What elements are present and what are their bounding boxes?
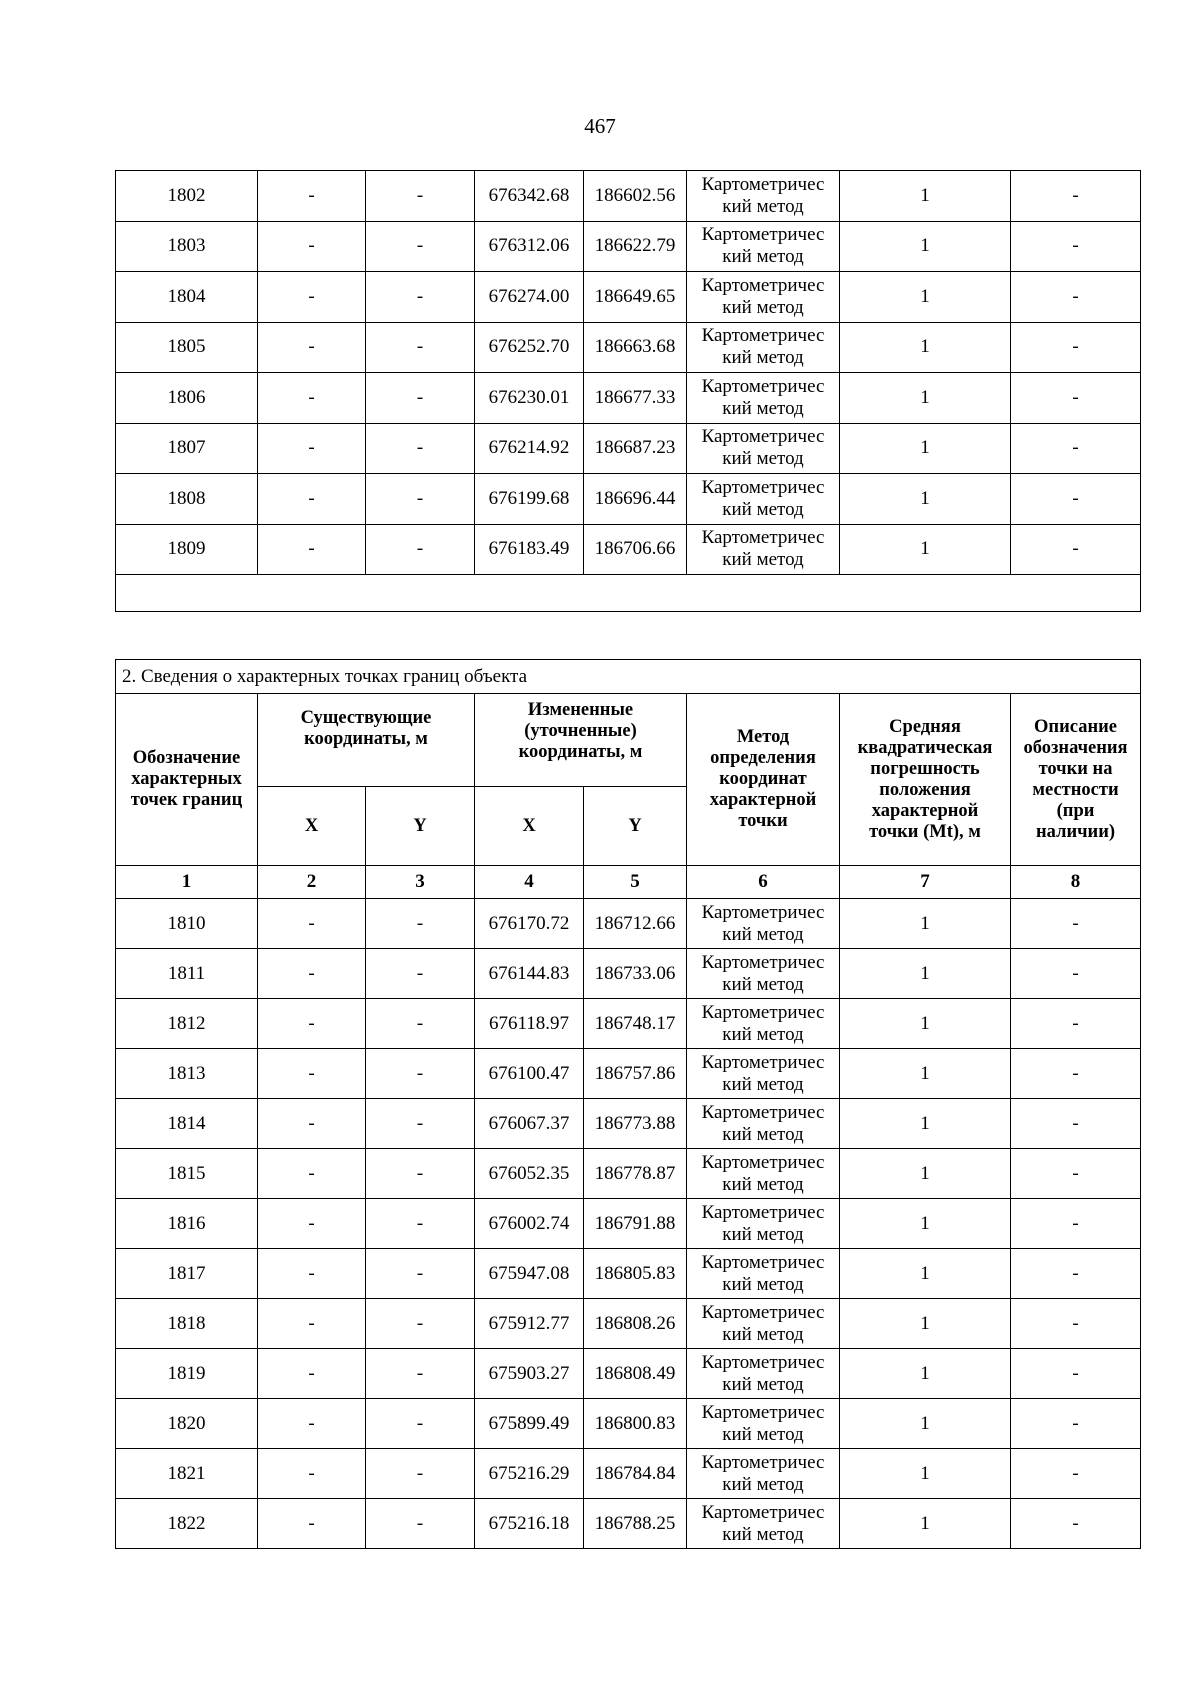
header-existing-x: X — [258, 787, 366, 866]
header-text-line: Измененные — [527, 700, 634, 720]
header-description — [1011, 694, 1141, 866]
method-line: кий метод — [722, 347, 804, 369]
table-row — [116, 949, 1141, 999]
method-line: Картометричес — [701, 1451, 825, 1473]
method-cell — [687, 373, 840, 424]
section-title: 2. Сведения о характерных точках границ объекта — [116, 660, 1141, 694]
table-row — [116, 322, 1141, 373]
existing-x-cell: - — [258, 221, 366, 272]
changed-y-cell: 186757.86 — [584, 1049, 687, 1099]
method-line: Картометричес — [701, 1351, 825, 1373]
table-row — [116, 1199, 1141, 1249]
header-text-line: точки на — [1038, 758, 1113, 779]
existing-y-cell: - — [366, 1199, 475, 1249]
point-cell: 1814 — [116, 1099, 258, 1149]
changed-x-cell: 675899.49 — [475, 1399, 584, 1449]
column-numbers-row — [116, 866, 1141, 899]
header-text-line: характерных — [131, 769, 242, 789]
method-cell — [687, 221, 840, 272]
table-row — [116, 373, 1141, 424]
error-cell: 1 — [840, 373, 1011, 424]
changed-x-cell: 675903.27 — [475, 1349, 584, 1399]
method-line: Картометричес — [701, 476, 825, 498]
method-cell — [687, 1349, 840, 1399]
method-line: Картометричес — [701, 1301, 825, 1323]
header-text-line: точки — [738, 811, 788, 831]
method-cell — [687, 1399, 840, 1449]
error-cell: 1 — [840, 1149, 1011, 1199]
existing-y-cell: - — [366, 221, 475, 272]
changed-x-cell: 676214.92 — [475, 423, 584, 474]
changed-y-cell: 186808.49 — [584, 1349, 687, 1399]
method-line: Картометричес — [701, 1501, 825, 1523]
error-cell: 1 — [840, 949, 1011, 999]
error-cell: 1 — [840, 1449, 1011, 1499]
description-cell: - — [1011, 1399, 1141, 1449]
existing-y-cell: - — [366, 1499, 475, 1549]
description-cell: - — [1011, 524, 1141, 575]
error-cell: 1 — [840, 221, 1011, 272]
description-cell: - — [1011, 1049, 1141, 1099]
table-row — [116, 474, 1141, 525]
existing-x-cell: - — [258, 322, 366, 373]
existing-y-cell: - — [366, 524, 475, 575]
header-text-line: точки (Mt), м — [869, 821, 981, 842]
method-line: кий метод — [722, 973, 804, 995]
header-text-line: точек границ — [130, 790, 243, 810]
error-cell: 1 — [840, 322, 1011, 373]
error-cell: 1 — [840, 524, 1011, 575]
changed-x-cell: 676230.01 — [475, 373, 584, 424]
column-number: 8 — [1011, 866, 1141, 899]
changed-x-cell: 676067.37 — [475, 1099, 584, 1149]
error-cell: 1 — [840, 423, 1011, 474]
column-number: 6 — [687, 866, 840, 899]
column-number: 5 — [584, 866, 687, 899]
header-text-line: местности — [1032, 779, 1119, 800]
method-cell — [687, 1449, 840, 1499]
method-line: Картометричес — [701, 173, 825, 195]
existing-y-cell: - — [366, 1249, 475, 1299]
section-title-row — [116, 660, 1141, 694]
method-line: кий метод — [722, 1523, 804, 1545]
point-cell: 1822 — [116, 1499, 258, 1549]
description-cell: - — [1011, 322, 1141, 373]
method-line: Картометричес — [701, 527, 825, 549]
method-cell — [687, 1299, 840, 1349]
header-text-line: положения — [879, 779, 971, 800]
method-line: Картометричес — [701, 1051, 825, 1073]
point-cell: 1802 — [116, 171, 258, 222]
changed-x-cell: 676312.06 — [475, 221, 584, 272]
method-line: Картометричес — [701, 901, 825, 923]
changed-x-cell: 676274.00 — [475, 272, 584, 323]
point-cell: 1816 — [116, 1199, 258, 1249]
header-text-line: (уточненные) — [524, 721, 637, 741]
existing-y-cell: - — [366, 1349, 475, 1399]
existing-y-cell: - — [366, 999, 475, 1049]
point-cell: 1812 — [116, 999, 258, 1049]
changed-x-cell: 676342.68 — [475, 171, 584, 222]
column-number: 3 — [366, 866, 475, 899]
coordinates-table-continued — [115, 170, 1141, 612]
changed-y-cell: 186805.83 — [584, 1249, 687, 1299]
existing-y-cell: - — [366, 1399, 475, 1449]
method-line: Картометричес — [701, 1251, 825, 1273]
changed-y-cell: 186778.87 — [584, 1149, 687, 1199]
table-row — [116, 1099, 1141, 1149]
method-cell — [687, 899, 840, 949]
description-cell: - — [1011, 1099, 1141, 1149]
header-text-line: координаты, м — [518, 742, 643, 762]
header-row-1 — [116, 694, 1141, 787]
table-row — [116, 999, 1141, 1049]
description-cell: - — [1011, 999, 1141, 1049]
header-text-line: обозначения — [1023, 737, 1128, 758]
table-row — [116, 1249, 1141, 1299]
existing-x-cell: - — [258, 524, 366, 575]
method-line: кий метод — [722, 448, 804, 470]
point-cell: 1820 — [116, 1399, 258, 1449]
point-cell: 1807 — [116, 423, 258, 474]
method-line: Картометричес — [701, 951, 825, 973]
column-number: 1 — [116, 866, 258, 899]
empty-row — [116, 575, 1141, 612]
existing-x-cell: - — [258, 474, 366, 525]
changed-y-cell: 186706.66 — [584, 524, 687, 575]
header-error — [840, 694, 1011, 866]
existing-y-cell: - — [366, 474, 475, 525]
changed-x-cell: 676002.74 — [475, 1199, 584, 1249]
error-cell: 1 — [840, 1349, 1011, 1399]
description-cell: - — [1011, 1499, 1141, 1549]
existing-x-cell: - — [258, 373, 366, 424]
table-row — [116, 1449, 1141, 1499]
method-line: кий метод — [722, 549, 804, 571]
description-cell: - — [1011, 221, 1141, 272]
empty-cell — [116, 575, 1141, 612]
point-cell: 1819 — [116, 1349, 258, 1399]
method-line: кий метод — [722, 1473, 804, 1495]
header-text-line: погрешность — [870, 758, 980, 779]
description-cell: - — [1011, 1149, 1141, 1199]
point-cell: 1806 — [116, 373, 258, 424]
existing-x-cell: - — [258, 171, 366, 222]
column-number: 2 — [258, 866, 366, 899]
existing-y-cell: - — [366, 171, 475, 222]
method-line: Картометричес — [701, 1101, 825, 1123]
description-cell: - — [1011, 949, 1141, 999]
table-row — [116, 221, 1141, 272]
existing-x-cell: - — [258, 272, 366, 323]
method-line: кий метод — [722, 195, 804, 217]
method-line: Картометричес — [701, 1001, 825, 1023]
changed-x-cell: 675216.18 — [475, 1499, 584, 1549]
table-row — [116, 1349, 1141, 1399]
existing-x-cell: - — [258, 1149, 366, 1199]
method-line: кий метод — [722, 923, 804, 945]
changed-y-cell: 186808.26 — [584, 1299, 687, 1349]
changed-y-cell: 186800.83 — [584, 1399, 687, 1449]
table-row — [116, 1299, 1141, 1349]
method-cell — [687, 272, 840, 323]
table-row — [116, 1399, 1141, 1449]
existing-y-cell: - — [366, 1449, 475, 1499]
header-text-line: Метод — [736, 727, 790, 747]
description-cell: - — [1011, 1349, 1141, 1399]
existing-x-cell: - — [258, 1299, 366, 1349]
error-cell: 1 — [840, 1299, 1011, 1349]
existing-x-cell: - — [258, 899, 366, 949]
header-text-line: квадратическая — [857, 737, 993, 758]
header-changed-x: X — [475, 787, 584, 866]
error-cell: 1 — [840, 1499, 1011, 1549]
table-row — [116, 272, 1141, 323]
changed-x-cell: 675912.77 — [475, 1299, 584, 1349]
table-row — [116, 1149, 1141, 1199]
method-cell — [687, 949, 840, 999]
method-line: кий метод — [722, 246, 804, 268]
changed-x-cell: 676100.47 — [475, 1049, 584, 1099]
error-cell: 1 — [840, 1049, 1011, 1099]
method-cell — [687, 423, 840, 474]
method-line: кий метод — [722, 1173, 804, 1195]
method-line: кий метод — [722, 296, 804, 318]
changed-x-cell: 676183.49 — [475, 524, 584, 575]
method-line: кий метод — [722, 1123, 804, 1145]
header-existing-coords — [258, 694, 475, 787]
header-point-designation — [116, 694, 258, 866]
column-number: 7 — [840, 866, 1011, 899]
error-cell: 1 — [840, 171, 1011, 222]
changed-y-cell: 186622.79 — [584, 221, 687, 272]
point-cell: 1817 — [116, 1249, 258, 1299]
boundary-points-table — [115, 659, 1141, 1549]
header-text-line: Существующие — [300, 708, 432, 728]
method-cell — [687, 474, 840, 525]
existing-y-cell: - — [366, 1149, 475, 1199]
header-text-line: характерной — [871, 800, 979, 821]
method-cell — [687, 322, 840, 373]
changed-x-cell: 676118.97 — [475, 999, 584, 1049]
header-method — [687, 694, 840, 866]
method-cell — [687, 171, 840, 222]
description-cell: - — [1011, 1249, 1141, 1299]
header-text-line: определения — [710, 748, 816, 768]
method-line: кий метод — [722, 1073, 804, 1095]
header-text-line: характерной — [709, 790, 817, 810]
method-cell — [687, 1149, 840, 1199]
error-cell: 1 — [840, 1399, 1011, 1449]
page-number: 467 — [584, 114, 616, 138]
changed-y-cell: 186649.65 — [584, 272, 687, 323]
description-cell: - — [1011, 272, 1141, 323]
method-line: кий метод — [722, 1323, 804, 1345]
header-text-line: Средняя — [889, 716, 961, 737]
changed-y-cell: 186733.06 — [584, 949, 687, 999]
existing-y-cell: - — [366, 322, 475, 373]
changed-y-cell: 186773.88 — [584, 1099, 687, 1149]
method-line: Картометричес — [701, 325, 825, 347]
error-cell: 1 — [840, 1249, 1011, 1299]
method-cell — [687, 524, 840, 575]
method-line: кий метод — [722, 1023, 804, 1045]
description-cell: - — [1011, 1449, 1141, 1499]
existing-x-cell: - — [258, 1249, 366, 1299]
method-cell — [687, 1249, 840, 1299]
existing-x-cell: - — [258, 1099, 366, 1149]
header-changed-coords — [475, 694, 687, 787]
method-line: Картометричес — [701, 426, 825, 448]
description-cell: - — [1011, 899, 1141, 949]
error-cell: 1 — [840, 474, 1011, 525]
existing-y-cell: - — [366, 272, 475, 323]
header-text-line: координат — [719, 769, 807, 789]
existing-y-cell: - — [366, 373, 475, 424]
changed-x-cell: 676170.72 — [475, 899, 584, 949]
description-cell: - — [1011, 1299, 1141, 1349]
existing-x-cell: - — [258, 1199, 366, 1249]
method-cell — [687, 1099, 840, 1149]
header-text-line: наличии) — [1036, 821, 1116, 842]
table-row — [116, 171, 1141, 222]
point-cell: 1811 — [116, 949, 258, 999]
table-row — [116, 1499, 1141, 1549]
header-text-line: координаты, м — [304, 729, 428, 749]
method-line: Картометричес — [701, 224, 825, 246]
existing-x-cell: - — [258, 1449, 366, 1499]
existing-x-cell: - — [258, 1499, 366, 1549]
existing-x-cell: - — [258, 1049, 366, 1099]
method-line: кий метод — [722, 1423, 804, 1445]
changed-x-cell: 675216.29 — [475, 1449, 584, 1499]
error-cell: 1 — [840, 999, 1011, 1049]
column-number: 4 — [475, 866, 584, 899]
changed-y-cell: 186677.33 — [584, 373, 687, 424]
header-existing-y: Y — [366, 787, 475, 866]
main-table-body — [116, 899, 1141, 1549]
method-cell — [687, 1049, 840, 1099]
point-cell: 1804 — [116, 272, 258, 323]
point-cell: 1810 — [116, 899, 258, 949]
top-table-body — [116, 171, 1141, 575]
description-cell: - — [1011, 423, 1141, 474]
existing-y-cell: - — [366, 899, 475, 949]
existing-x-cell: - — [258, 999, 366, 1049]
method-line: кий метод — [722, 498, 804, 520]
table-row — [116, 423, 1141, 474]
changed-x-cell: 676052.35 — [475, 1149, 584, 1199]
description-cell: - — [1011, 474, 1141, 525]
changed-y-cell: 186791.88 — [584, 1199, 687, 1249]
changed-x-cell: 675947.08 — [475, 1249, 584, 1299]
point-cell: 1803 — [116, 221, 258, 272]
header-changed-y: Y — [584, 787, 687, 866]
point-cell: 1805 — [116, 322, 258, 373]
table-row — [116, 899, 1141, 949]
existing-x-cell: - — [258, 1399, 366, 1449]
point-cell: 1815 — [116, 1149, 258, 1199]
method-line: Картометричес — [701, 274, 825, 296]
changed-y-cell: 186712.66 — [584, 899, 687, 949]
changed-x-cell: 676252.70 — [475, 322, 584, 373]
error-cell: 1 — [840, 899, 1011, 949]
existing-x-cell: - — [258, 423, 366, 474]
changed-y-cell: 186602.56 — [584, 171, 687, 222]
existing-x-cell: - — [258, 1349, 366, 1399]
description-cell: - — [1011, 1199, 1141, 1249]
method-cell — [687, 1199, 840, 1249]
method-cell — [687, 1499, 840, 1549]
changed-y-cell: 186788.25 — [584, 1499, 687, 1549]
point-cell: 1818 — [116, 1299, 258, 1349]
existing-y-cell: - — [366, 423, 475, 474]
description-cell: - — [1011, 171, 1141, 222]
point-cell: 1813 — [116, 1049, 258, 1099]
method-line: кий метод — [722, 1373, 804, 1395]
table-row — [116, 524, 1141, 575]
existing-y-cell: - — [366, 1099, 475, 1149]
header-text-line: Описание — [1034, 716, 1117, 737]
changed-y-cell: 186784.84 — [584, 1449, 687, 1499]
description-cell: - — [1011, 373, 1141, 424]
method-cell — [687, 999, 840, 1049]
method-line: Картометричес — [701, 1151, 825, 1173]
changed-y-cell: 186687.23 — [584, 423, 687, 474]
point-cell: 1808 — [116, 474, 258, 525]
changed-y-cell: 186748.17 — [584, 999, 687, 1049]
changed-x-cell: 676199.68 — [475, 474, 584, 525]
existing-y-cell: - — [366, 1049, 475, 1099]
point-cell: 1821 — [116, 1449, 258, 1499]
point-cell: 1809 — [116, 524, 258, 575]
error-cell: 1 — [840, 272, 1011, 323]
header-text-line: (при — [1056, 800, 1095, 821]
method-line: Картометричес — [701, 375, 825, 397]
existing-y-cell: - — [366, 949, 475, 999]
changed-x-cell: 676144.83 — [475, 949, 584, 999]
changed-y-cell: 186663.68 — [584, 322, 687, 373]
error-cell: 1 — [840, 1099, 1011, 1149]
method-line: кий метод — [722, 1223, 804, 1245]
method-line: кий метод — [722, 1273, 804, 1295]
existing-x-cell: - — [258, 949, 366, 999]
error-cell: 1 — [840, 1199, 1011, 1249]
changed-y-cell: 186696.44 — [584, 474, 687, 525]
existing-y-cell: - — [366, 1299, 475, 1349]
method-line: Картометричес — [701, 1201, 825, 1223]
method-line: кий метод — [722, 397, 804, 419]
header-text-line: Обозначение — [132, 748, 241, 768]
table-row — [116, 1049, 1141, 1099]
method-line: Картометричес — [701, 1401, 825, 1423]
